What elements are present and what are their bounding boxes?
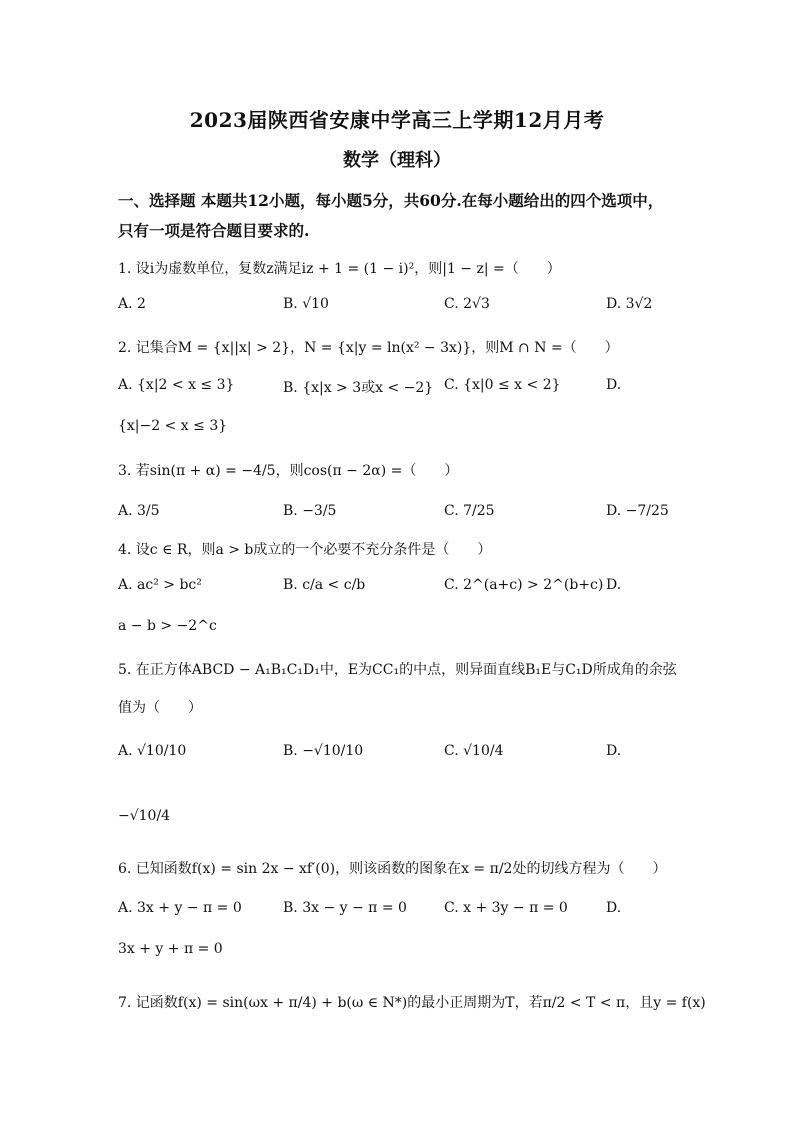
question-3-option-c: C. 7/25	[444, 503, 495, 519]
question-6-option-c: C. x + 3y − π = 0	[444, 900, 568, 916]
question-6-option-b: B. 3x − y − π = 0	[283, 900, 407, 916]
question-1-stem: 1. 设i为虚数单位，复数z满足iz + 1 = (1 − i)²，则|1 − z| =（ ）	[118, 261, 561, 277]
question-6-option-d-label: D.	[606, 900, 622, 916]
question-2-stem: 2. 记集合M = {x||x| > 2}，N = {x|y = ln(x² − 3x)}，则M ∩ N =（ ）	[118, 340, 619, 356]
question-4-stem: 4. 设c ∈ R，则a > b成立的一个必要不充分条件是（ ）	[118, 542, 492, 558]
question-3-option-d: D. −7/25	[606, 503, 669, 519]
question-7-stem: 7. 记函数f(x) = sin(ωx + π/4) + b(ω ∈ N*)的最小正周期为T，若π/2 < T < π，且y = f(x)	[118, 995, 706, 1011]
question-5-option-c: C. √10/4	[444, 743, 504, 759]
page-subtitle: 数学（理科）	[343, 150, 451, 171]
question-2-option-c: C. {x|0 ≤ x < 2}	[444, 377, 561, 393]
question-3-option-b: B. −3/5	[283, 503, 337, 519]
question-4-option-c: C. 2^(a+c) > 2^(b+c)	[444, 577, 604, 593]
question-1-option-d: D. 3√2	[606, 296, 653, 312]
question-3-stem: 3. 若sin(π + α) = −4/5，则cos(π − 2α) =（ ）	[118, 463, 459, 479]
question-2-option-b: B. {x|x > 3或x < −2}	[283, 380, 434, 396]
question-3-option-a: A. 3/5	[118, 503, 160, 519]
question-5-option-a: A. √10/10	[118, 743, 187, 759]
page-title: 2023届陕西省安康中学高三上学期12月月考	[189, 108, 605, 132]
question-5-stem-cont: 值为（ ）	[118, 700, 202, 716]
question-2-option-d: {x|−2 < x ≤ 3}	[118, 418, 228, 434]
question-4-option-a: A. ac² > bc²	[118, 577, 202, 593]
question-1-option-a: A. 2	[118, 296, 146, 312]
question-4-option-b: B. c/a < c/b	[283, 577, 366, 593]
question-5-option-b: B. −√10/10	[283, 743, 364, 759]
question-2-option-a: A. {x|2 < x ≤ 3}	[118, 377, 235, 393]
question-4-option-d-label: D.	[606, 577, 622, 593]
question-1-option-b: B. √10	[283, 296, 329, 312]
question-5-option-d: −√10/4	[118, 808, 171, 824]
question-6-stem: 6. 已知函数f(x) = sin 2x − xf′(0)，则该函数的图象在x = π/2处的切线方程为（ ）	[118, 861, 667, 877]
question-2-option-d-label: D.	[606, 377, 622, 393]
question-6-option-a: A. 3x + y − π = 0	[118, 900, 242, 916]
question-6-option-d: 3x + y + π = 0	[118, 941, 223, 957]
question-1-option-c: C. 2√3	[444, 296, 490, 312]
question-4-option-d: a − b > −2^c	[118, 618, 217, 634]
section-heading: 一、选择题 本题共12小题，每小题5分，共60分.在每小题给出的四个选项中，只有一项是符合题目要求的.	[118, 191, 664, 240]
question-5-option-d-label: D.	[606, 743, 622, 759]
question-5-stem: 5. 在正方体ABCD − A₁B₁C₁D₁中，E为CC₁的中点，则异面直线B₁E与C₁D所成角的余弦	[118, 662, 677, 678]
